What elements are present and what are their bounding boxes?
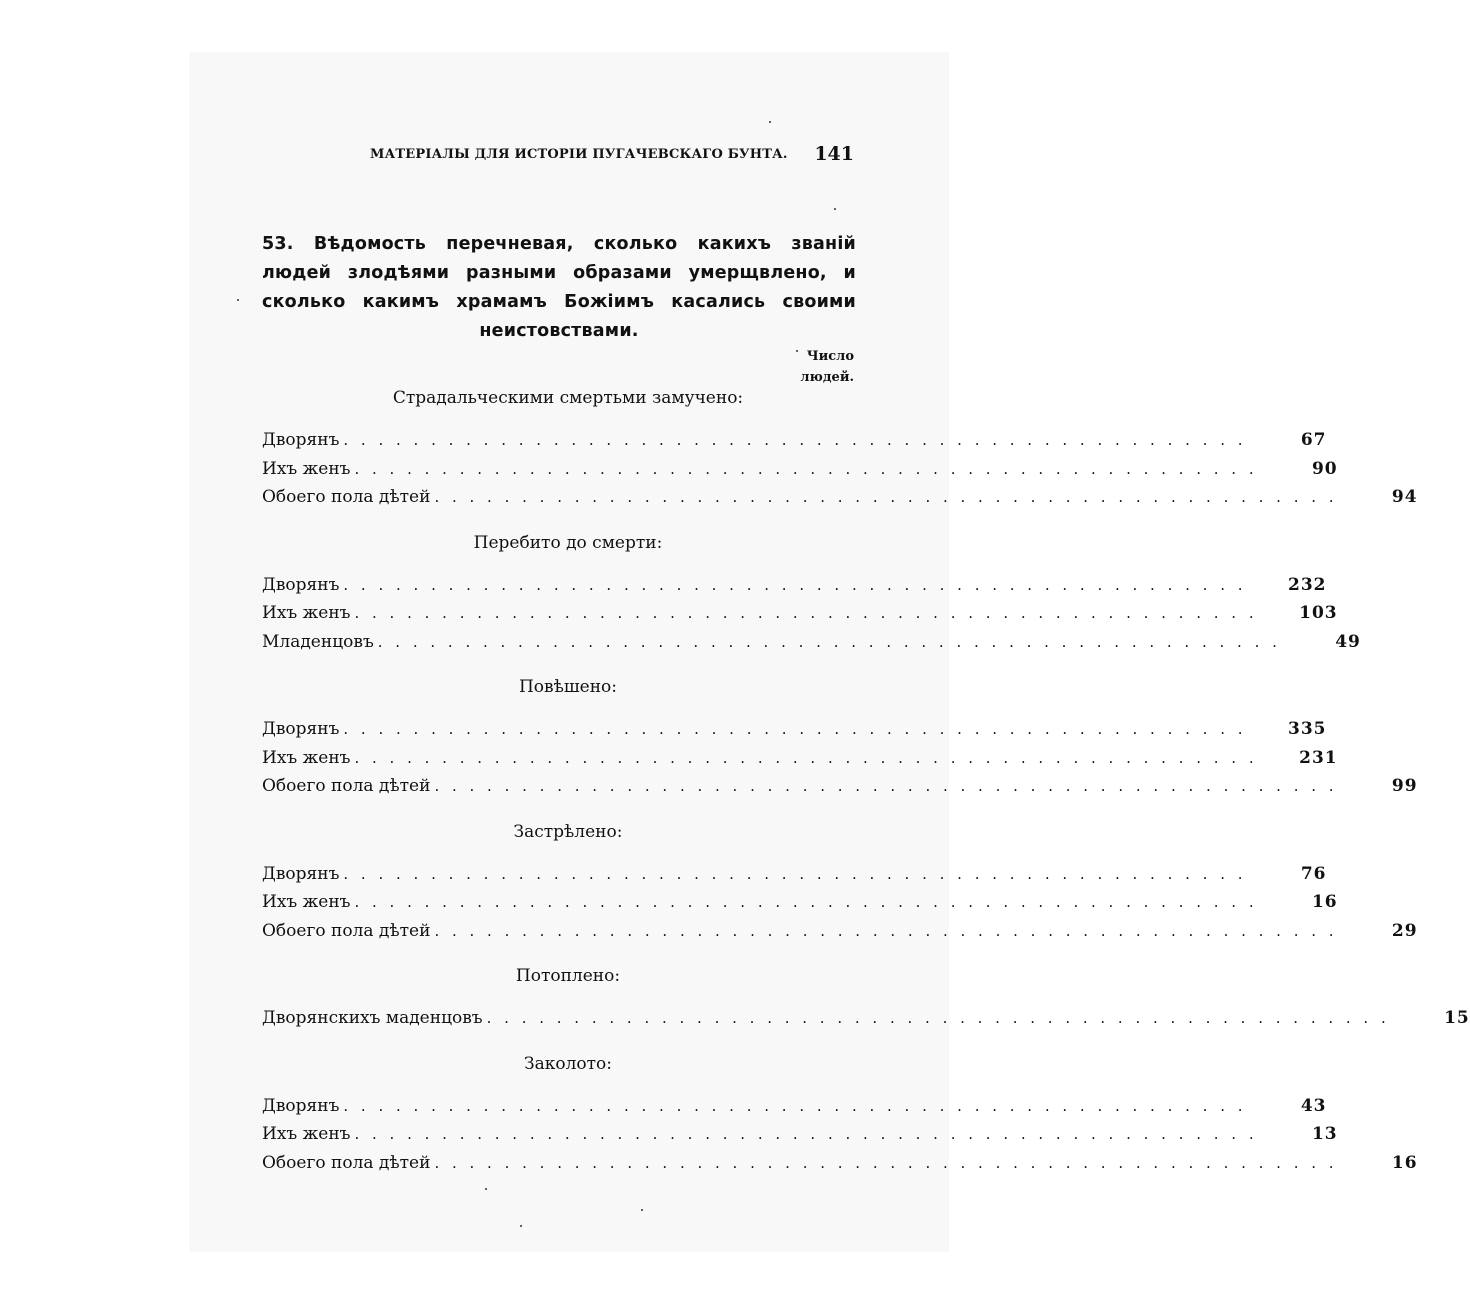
dot-leader: . . . . . . . . . . . . . . . . . . . . . . . . . . . . . . . . . . . . . . . . . . . . . . . . . . . . [354, 604, 1258, 622]
row-label: Дворянъ [262, 863, 340, 884]
table-row [262, 1120, 1338, 1149]
section-title: Потоплено: [515, 966, 621, 986]
scan-speck [237, 299, 239, 301]
row-value: 16 [1391, 1152, 1418, 1173]
row-value: 49 [1335, 631, 1361, 652]
scan-speck [520, 1225, 522, 1227]
table-row [262, 1092, 1327, 1121]
column-header-line-2: людей. [800, 370, 854, 385]
table-row [262, 1004, 1470, 1033]
dot-leader: . . . . . . . . . . . . . . . . . . . . . . . . . . . . . . . . . . . . . . . . . . . . . . . . . . . . [434, 488, 1338, 506]
table-row [262, 917, 1418, 946]
dot-leader: . . . . . . . . . . . . . . . . . . . . . . . . . . . . . . . . . . . . . . . . . . . . . . . . . . . . [354, 1125, 1258, 1143]
row-value: 94 [1391, 487, 1418, 507]
section-title: Перебито до смерти: [473, 532, 663, 553]
table-row [262, 715, 1327, 744]
dot-leader: . . . . . . . . . . . . . . . . . . . . . . . . . . . . . . . . . . . . . . . . . . . . . . . . . . . . [343, 1096, 1247, 1115]
running-title: МАТЕРІАЛЫ ДЛЯ ИСТОРІИ ПУГАЧЕВСКАГО БУНТА. [370, 147, 788, 162]
row-label: Ихъ женъ [262, 747, 351, 768]
table-row [262, 1149, 1418, 1178]
dot-leader: . . . . . . . . . . . . . . . . . . . . . . . . . . . . . . . . . . . . . . . . . . . . . . . . . . . . [343, 720, 1247, 738]
dot-leader: . . . . . . . . . . . . . . . . . . . . . . . . . . . . . . . . . . . . . . . . . . . . . . . . . . . . [354, 893, 1258, 911]
section-rows [262, 1092, 1418, 1178]
scan-speck [641, 1209, 643, 1211]
table-row [262, 772, 1418, 801]
column-header-line-1: Число [806, 349, 854, 364]
row-value: 16 [1311, 892, 1338, 912]
row-value: 43 [1300, 1095, 1327, 1116]
scan-speck [796, 350, 798, 352]
row-label: Дворянъ [262, 574, 340, 595]
section-title: Застрѣлено: [513, 821, 623, 842]
dot-leader: . . . . . . . . . . . . . . . . . . . . . . . . . . . . . . . . . . . . . . . . . . . . . . . . . . . . [434, 777, 1338, 795]
row-label: Ихъ женъ [262, 458, 351, 479]
row-label: Обоего пола дѣтей [262, 776, 431, 796]
section-title: Повѣшено: [518, 677, 618, 697]
section-rows [262, 571, 1361, 657]
row-value: 29 [1391, 920, 1418, 941]
row-label: Обоего пола дѣтей [262, 487, 431, 507]
table-row [262, 455, 1338, 484]
row-value: 335 [1288, 719, 1327, 739]
row-value: 76 [1300, 863, 1327, 884]
dot-leader: . . . . . . . . . . . . . . . . . . . . . . . . . . . . . . . . . . . . . . . . . . . . . . . . . . . . [486, 1009, 1390, 1027]
row-label: Дворянскихъ маденцовъ [262, 1008, 483, 1028]
table-row [262, 628, 1361, 657]
row-value: 103 [1299, 603, 1338, 623]
table-row [262, 571, 1327, 600]
dot-leader: . . . . . . . . . . . . . . . . . . . . . . . . . . . . . . . . . . . . . . . . . . . . . . . . . . . . [354, 459, 1258, 478]
table-row [262, 860, 1327, 889]
dot-leader: . . . . . . . . . . . . . . . . . . . . . . . . . . . . . . . . . . . . . . . . . . . . . . . . . . . . [343, 431, 1247, 449]
section-title: Заколото: [524, 1053, 612, 1074]
section-rows [262, 715, 1418, 801]
page-number: 141 [814, 143, 854, 165]
table-row [262, 599, 1338, 628]
row-value: 13 [1311, 1124, 1338, 1144]
section-rows [262, 1004, 1470, 1033]
table-row [262, 888, 1338, 917]
statistics-table [262, 384, 1470, 1194]
row-value: 99 [1391, 776, 1418, 796]
row-label: Дворянъ [262, 430, 340, 450]
row-label: Ихъ женъ [262, 603, 351, 623]
column-header [800, 346, 854, 388]
row-label: Обоего пола дѣтей [262, 920, 431, 941]
document-title: 53. Вѣдомость перечневая, сколько какихъ званій людей злодѣями разными образами умерщвлено, и сколько какимъ храмамъ Божіимъ касались своими неистовствами. [262, 234, 856, 341]
section-title: Страдальческими смертьми замучено: [392, 388, 744, 408]
table-row [262, 744, 1338, 773]
row-value: 232 [1288, 574, 1327, 595]
row-label: Обоего пола дѣтей [262, 1152, 431, 1173]
row-label: Ихъ женъ [262, 1124, 351, 1144]
table-row [262, 426, 1327, 455]
row-label: Ихъ женъ [262, 892, 351, 912]
row-label: Дворянъ [262, 719, 340, 739]
page-header [370, 143, 854, 167]
section-rows [262, 860, 1418, 946]
row-value: 67 [1300, 430, 1327, 450]
dot-leader: . . . . . . . . . . . . . . . . . . . . . . . . . . . . . . . . . . . . . . . . . . . . . . . . . . . . [377, 632, 1281, 651]
dot-leader: . . . . . . . . . . . . . . . . . . . . . . . . . . . . . . . . . . . . . . . . . . . . . . . . . . . . [343, 575, 1247, 594]
table-row [262, 483, 1418, 512]
row-value: 15 [1444, 1008, 1470, 1028]
dot-leader: . . . . . . . . . . . . . . . . . . . . . . . . . . . . . . . . . . . . . . . . . . . . . . . . . . . . [434, 921, 1338, 940]
row-value: 90 [1311, 458, 1338, 479]
scan-speck [769, 121, 771, 123]
row-value: 231 [1299, 747, 1338, 768]
scan-speck [485, 1188, 487, 1190]
scan-speck [834, 208, 836, 210]
row-label: Дворянъ [262, 1095, 340, 1116]
dot-leader: . . . . . . . . . . . . . . . . . . . . . . . . . . . . . . . . . . . . . . . . . . . . . . . . . . . . [434, 1153, 1338, 1172]
dot-leader: . . . . . . . . . . . . . . . . . . . . . . . . . . . . . . . . . . . . . . . . . . . . . . . . . . . . [354, 748, 1258, 767]
dot-leader: . . . . . . . . . . . . . . . . . . . . . . . . . . . . . . . . . . . . . . . . . . . . . . . . . . . . [343, 864, 1247, 883]
section-rows [262, 426, 1418, 512]
row-label: Младенцовъ [262, 631, 374, 652]
